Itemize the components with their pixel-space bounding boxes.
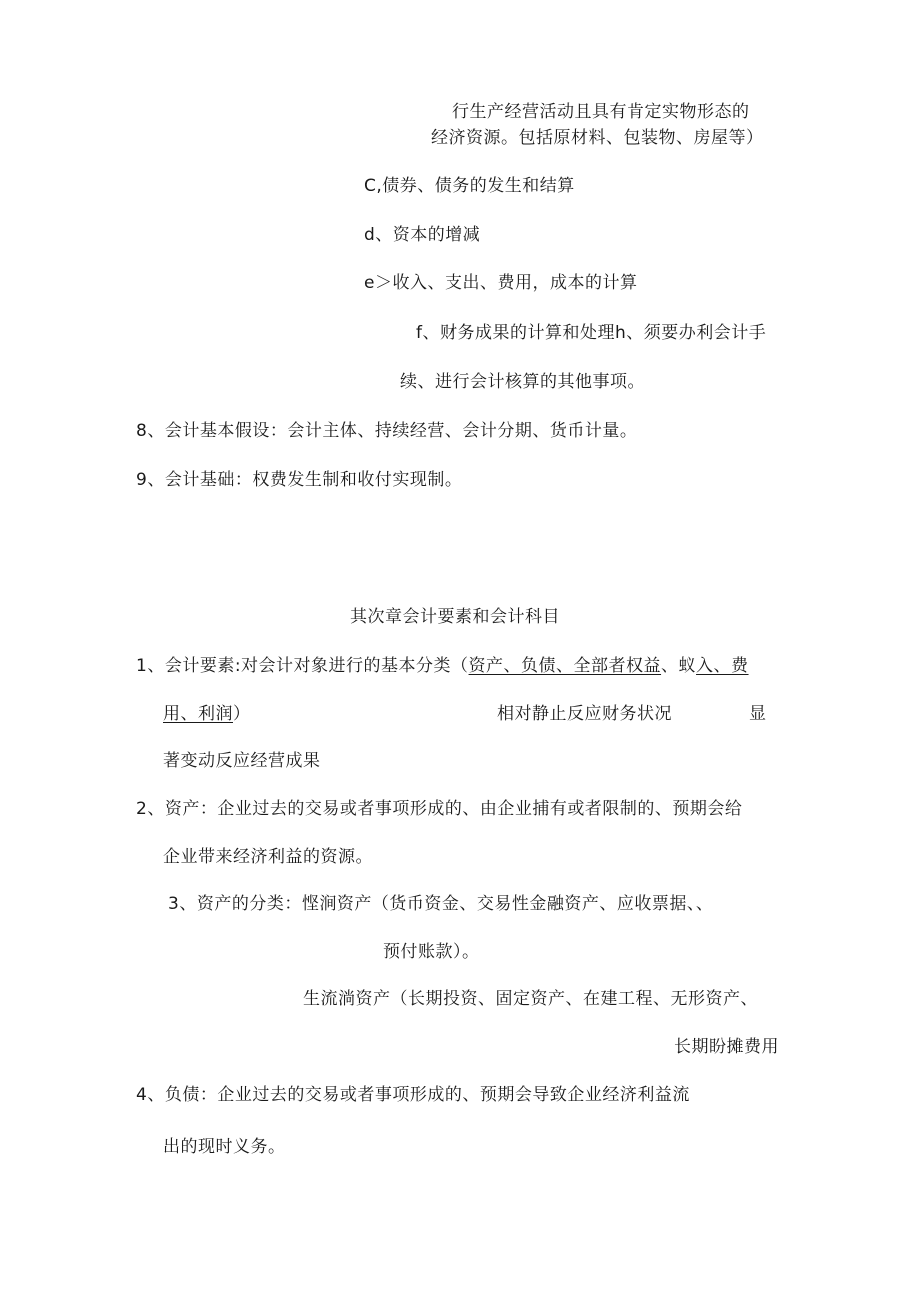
text-line: 续、进行会计核算的其他事项。	[400, 372, 645, 392]
item-4-line-2: 出的现时义务。	[163, 1137, 286, 1157]
item-8: 8、会计基本假设：会计主体、持续经营、会计分期、货币计量。	[136, 421, 638, 441]
item-1-underlined-terms: 入、费	[696, 656, 749, 676]
text-line: 经济资源。包括原材料、包装物、房屋等）	[431, 128, 764, 148]
item-3-line-1: 3、资产的分类：悭涧资产（货币资金、交易性金融资产、应收票据、、	[168, 894, 714, 914]
text-fragment: 显	[749, 704, 767, 724]
list-item-e: e＞收入、支出、费用，成本的计算	[364, 273, 638, 293]
item-3-line-2: 预付账款）。	[383, 942, 480, 962]
item-2-line-2: 企业带来经济利益的资源。	[163, 847, 373, 867]
item-3-line-3: 生流淌资产（长期投资、固定资产、在建工程、无形资产、	[303, 989, 758, 1009]
item-1-underlined-terms: 资产、负债、全部者权益	[468, 656, 662, 676]
chapter-title: 其次章会计要素和会计科目	[350, 607, 560, 627]
item-1-close: ）	[233, 704, 251, 724]
list-item-d: d、资本的增减	[364, 225, 481, 245]
static-financial-label: 相对静止反应财务状况	[497, 704, 672, 724]
item-1-line-2	[163, 703, 251, 725]
item-3-line-4: 长期盼摊费用	[674, 1037, 779, 1057]
item-1-mid: 、蚁	[661, 656, 697, 676]
item-2-line-1: 2、资产：企业过去的交易或者事项形成的、由企业捕有或者限制的、预期会给	[136, 799, 743, 819]
item-4-line-1: 4、负债：企业过去的交易或者事项形成的、预期会导致企业经济利益流	[136, 1085, 690, 1105]
list-item-c: C,债券、债务的发生和结算	[364, 176, 575, 196]
item-1-underlined-terms: 用、利润	[163, 704, 233, 724]
item-9: 9、会计基础：权费发生制和收付实现制。	[136, 470, 463, 490]
list-item-f: f、财务成果的计算和处理h、须要办利会计手	[416, 323, 767, 343]
item-1-line-1	[136, 655, 749, 677]
item-1-line-3: 著变动反应经营成果	[163, 751, 321, 771]
item-1-prefix: 1、会计要素:对会计对象进行的基本分类（	[136, 656, 469, 676]
text-line: 行生产经营活动且具有肯定实物形态的	[452, 102, 750, 122]
